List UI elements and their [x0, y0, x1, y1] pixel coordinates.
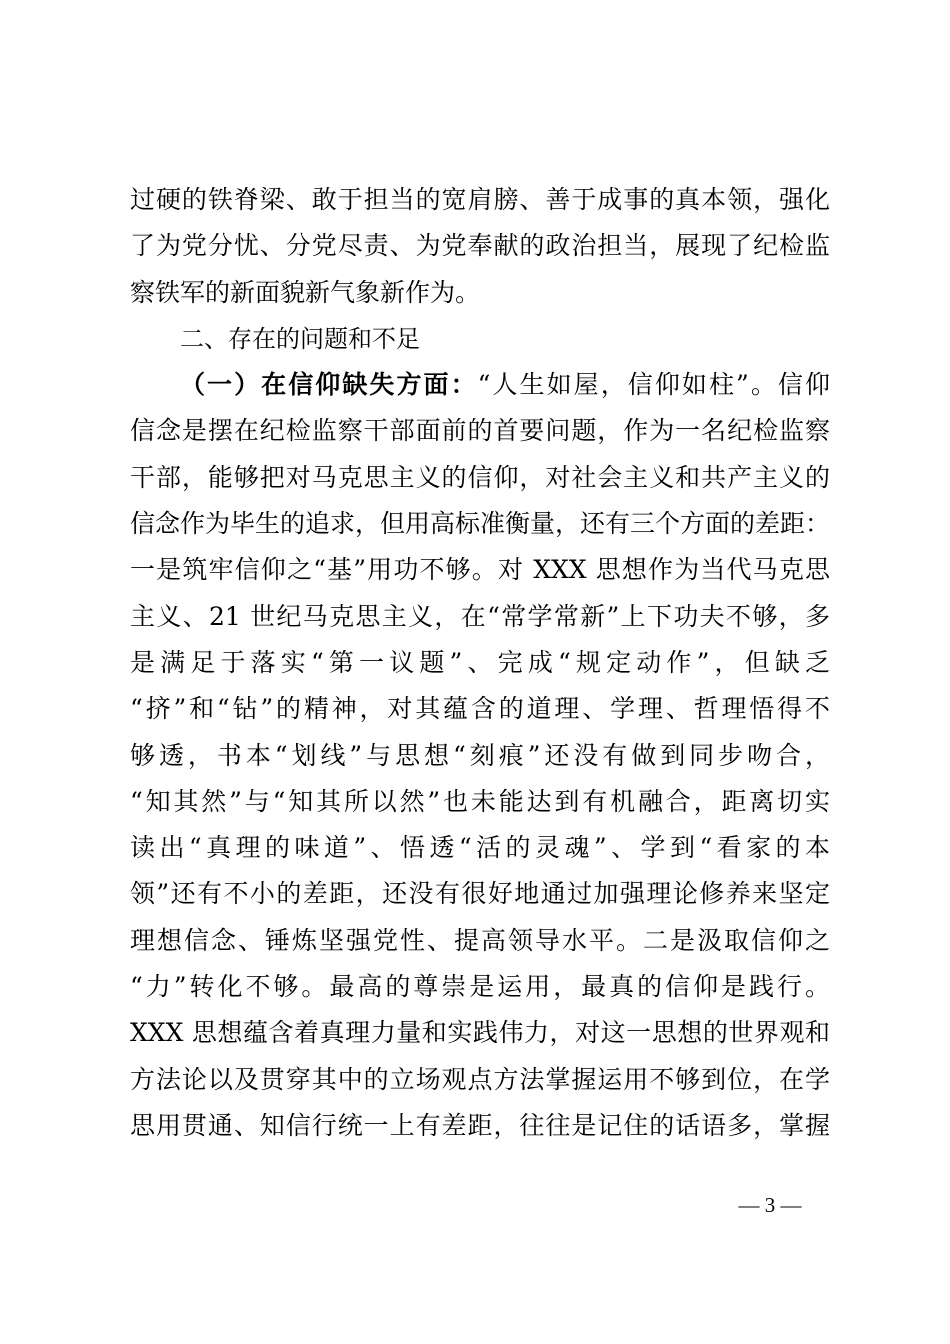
text-line: 领”还有不小的差距，还没有很好地通过加强理论修养来坚定	[130, 879, 830, 909]
page-number: — 3 —	[738, 1193, 802, 1217]
text-line: 了为党分忧、分党尽责、为党奉献的政治担当，展现了纪检监	[130, 231, 830, 261]
text-line: 过硬的铁脊梁、敢于担当的宽肩膀、善于成事的真本领，强化	[130, 185, 830, 214]
subheading-bold: （一）在信仰缺失方面：	[180, 370, 478, 400]
text-line: 理想信念、锤炼坚强党性、提高领导水平。二是汲取信仰之	[130, 925, 830, 955]
text-line: 信念作为毕生的追求，但用高标准衡量，还有三个方面的差距：	[130, 509, 831, 539]
text-line: “知其然”与“知其所以然”也未能达到有机融合，距离切实	[130, 786, 830, 816]
text-line: 方法论以及贯穿其中的立场观点方法掌握运用不够到位，在学	[130, 1064, 830, 1094]
section-heading: 二、存在的问题和不足	[180, 324, 420, 353]
text-line: 主义、21 世纪马克思主义，在“常学常新”上下功夫不够，多	[130, 601, 830, 631]
body-text	[130, 177, 830, 1149]
text-line: “力”转化不够。最高的尊崇是运用，最真的信仰是践行。	[130, 972, 830, 1002]
text-line: 是满足于落实“第一议题”、完成“规定动作”，但缺乏	[130, 647, 830, 677]
text-line: 读出“真理的味道”、悟透“活的灵魂”、学到“看家的本	[130, 833, 830, 863]
subheading-rest: “人生如屋，信仰如柱”。信仰	[477, 370, 830, 400]
subheading-line	[130, 362, 830, 408]
text-line: 察铁军的新面貌新气象新作为。	[130, 277, 481, 307]
text-line: 一是筑牢信仰之“基”用功不够。对 XXX 思想作为当代马克思	[130, 555, 830, 585]
text-line: 干部，能够把对马克思主义的信仰，对社会主义和共产主义的	[130, 462, 830, 492]
text-line: 信念是摆在纪检监察干部面前的首要问题，作为一名纪检监察	[130, 416, 830, 446]
text-line: 够透，书本“划线”与思想“刻痕”还没有做到同步吻合，	[130, 740, 830, 770]
text-line: 思用贯通、知信行统一上有差距，往往是记住的话语多，掌握	[130, 1110, 830, 1140]
text-line: XXX 思想蕴含着真理力量和实践伟力，对这一思想的世界观和	[130, 1018, 830, 1048]
text-line: “挤”和“钻”的精神，对其蕴含的道理、学理、哲理悟得不	[130, 694, 830, 724]
